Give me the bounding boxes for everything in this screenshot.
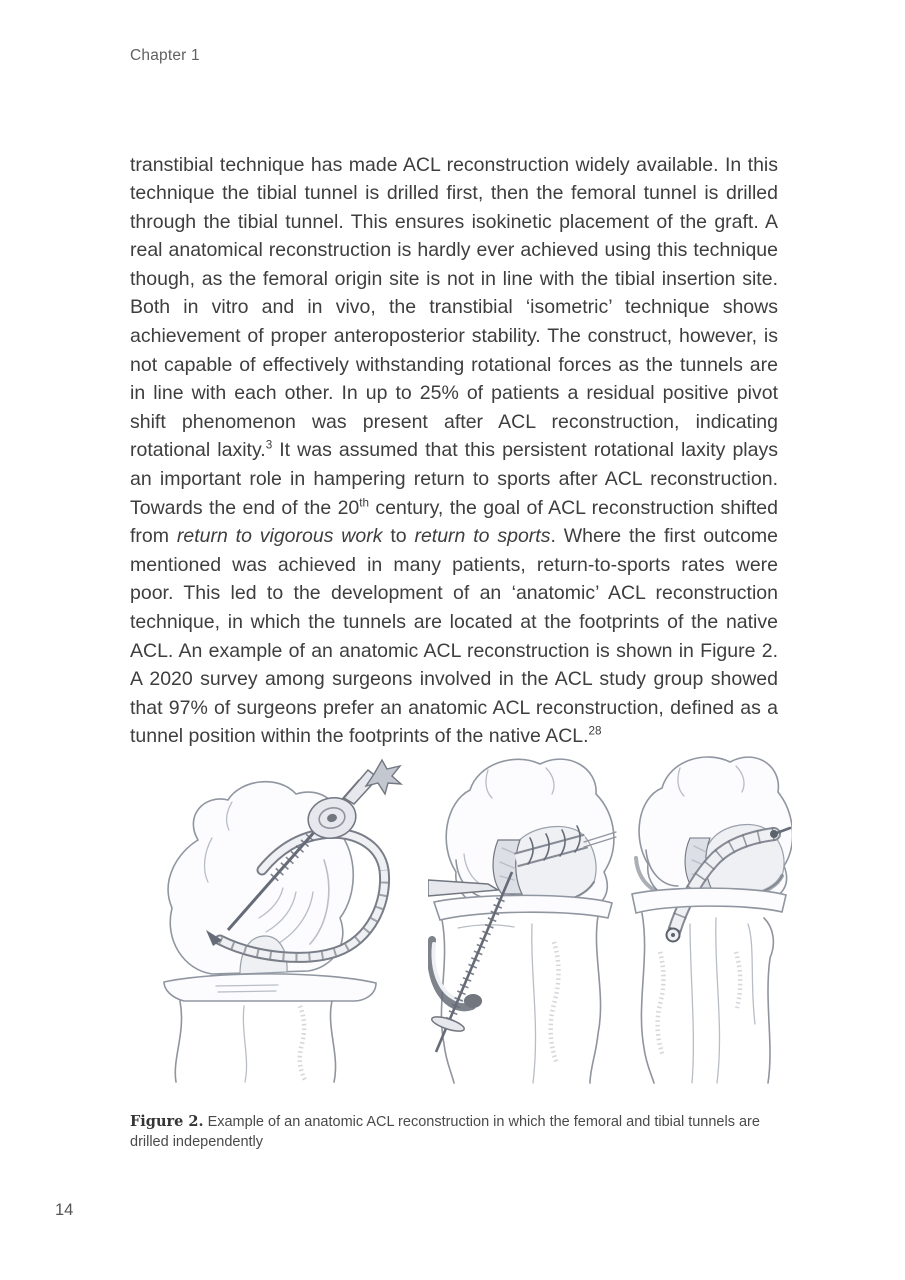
running-header: Chapter 1 (130, 47, 200, 64)
knee-drawing-femoral-aiming-guide (128, 742, 428, 1084)
figure-2-illustrations (128, 742, 792, 1084)
page-number: 14 (55, 1201, 74, 1219)
figure-caption (130, 1112, 780, 1153)
figure-caption-text: Example of an anatomic ACL reconstruction in which the femoral and tibial tunnels are drilled independently (130, 1113, 760, 1150)
figure-caption-label: Figure 2. (130, 1112, 204, 1130)
body-paragraph: transtibial technique has made ACL reconstruction widely available. In this technique the tibial tunnel is drilled first, then the femoral tunnel is drilled through the tibial tunnel. This ensures isokinetic placement of the graft. A real anatomical reconstruction is hardly ever achieved using this technique though, as the femoral origin site is not in line with the tibial insertion site. Both in vitro and in vivo, the transtibial ‘isometric’ technique shows achievement of proper anteroposterior stability. The construct, however, is not capable of effectively withstanding rotational forces as the tunnels are in line with each other. In up to 25% of patients a residual positive pivot shift phenomenon was present after ACL reconstruction, indicating rotational laxity.$^3$ It was assumed that this persistent rotational laxity plays an important role in hampering return to sports after ACL reconstruction. Towards the end of the 20th century, the goal of ACL reconstruction shifted from return to vigorous work to return to sports. Where the first outcome mentioned was achieved in many patients, return-to-sports rates were poor. This led to the development of an ‘anatomic’ ACL reconstruction technique, in which the tunnels are located at the footprints of the native ACL. An example of an anatomic ACL reconstruction is shown in Figure 2. A 2020 survey among surgeons involved in the ACL study group showed that 97% of surgeons prefer an anatomic ACL reconstruction, defined as a tunnel position within the footprints of the native ACL.$^{28}$ (130, 153, 778, 748)
knee-drawing-final-graft (624, 742, 792, 1084)
knee-drawing-tibial-drill-pin (428, 742, 624, 1084)
